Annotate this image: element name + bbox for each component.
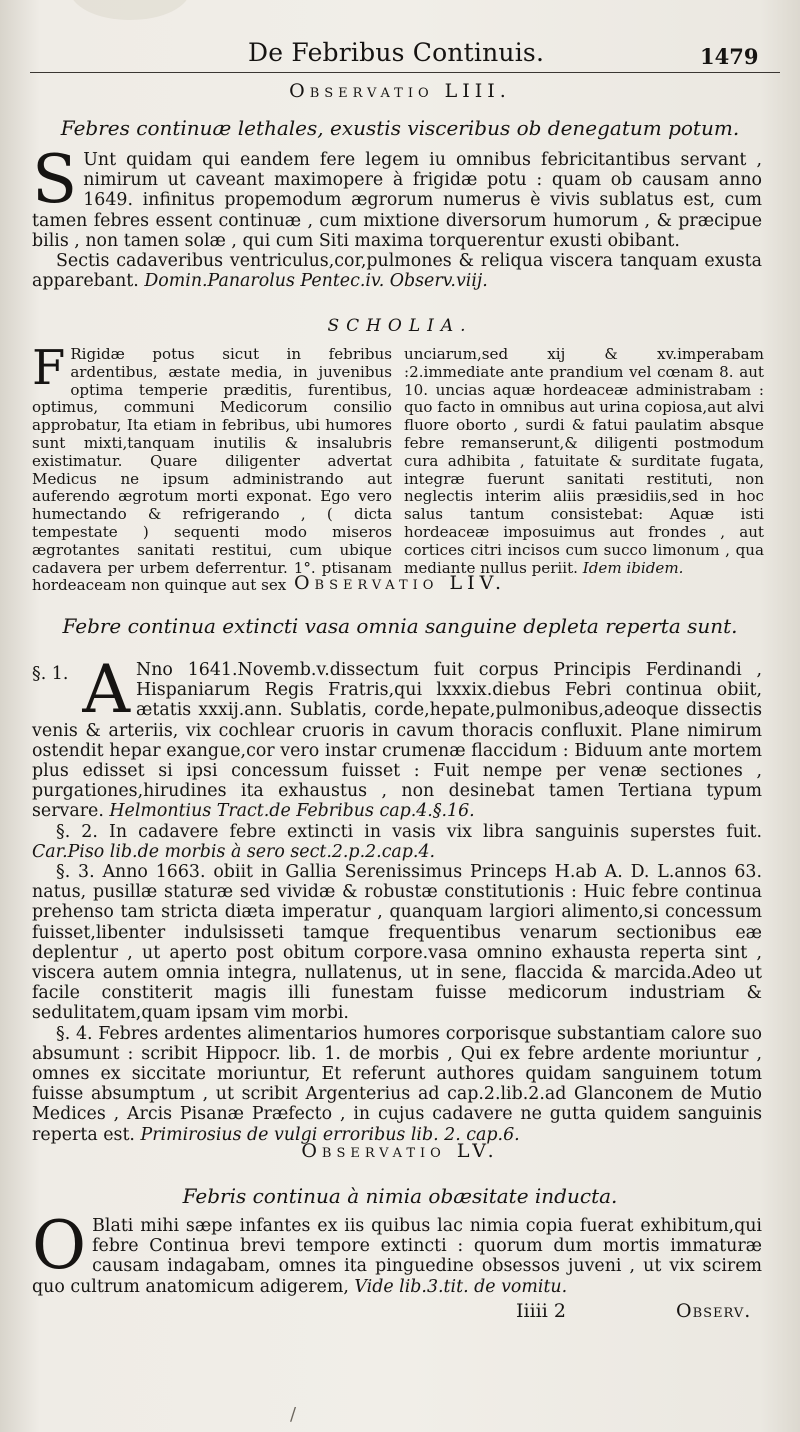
section-1-source: Helmontius Tract.de Febribus cap.4.§.16. [109,801,475,822]
observation-53-text-2: Sectis cadaveribus ventriculus,cor,pulmones & reliqua viscera tanquam exusta apparebant. [32,251,762,292]
observation-55-subtitle: Febris continua à nimia obæsitate inducta. [182,1184,618,1208]
observation-55-source: Vide lib.3.tit. de vomitu. [354,1276,568,1297]
observation-53-text: Unt quidam qui eandem fere legem iu omnibus febricitantibus servant , nimirum ut caveant maximopere à frigidæ potu : quam ob causam anno 1649. infinitus propemodum ægrorum numerus è vivis sublatus est, cum tamen febres essent continuæ , cum mixtione diversorum humorum , & præcipue bilis , non tamen solæ , qui cum Siti maxima torquerentur exusti obibant. [32,150,762,251]
scholia-text-right: unciarum,sed xij & xv.imperabam :2.immediate ante prandium vel cœnam 8. aut 10. uncias aquæ hordeaceæ administrabam : quo facto in omnibus aut urina copiosa,aut alvi fluore oborto , surdi & fatui paulatim absque febre remanserunt,& diligenti postmodum cura adhibita , fatuitate & surditate fugata, integræ fuerunt sanitati restituti, non neglectis interim aliis præsidiis,sed in hoc salus tantum consistebat: Aquæ isti hordeaceæ imposuimus aut frondes , aut cortices citri incisos cum succo limonum , qua mediante nullus periit. [404,345,764,577]
section-4-text: §. 4. Febres ardentes alimentarios humores corporisque substantiam calore suo absumunt : scribit Hippocr. lib. 1. de morbis , Qui ex febre ardente moriuntur , omnes ex siccitate moriuntur, Et referunt authores quidam sanguinem totum fuisse absumptum , ut scribit Argenterius ad cap.2.lib.2.ad Glanconem de Mutio Medices , Arcis Pisanæ Præfecto , in cujus cadavere ne gutta quidem sanguinis reperta est. [32,1023,762,1145]
section-2-text: §. 2. In cadavere febre extincti in vasis vix libra sanguinis superstes fuit. [56,821,762,842]
section-number: §. 1. [32,664,69,684]
observation-54-title: Observatio LIV. [293,572,507,594]
header-rule [30,72,780,73]
ink-mark: / [290,1404,297,1425]
drop-cap: F [32,340,66,396]
page-number: 1479 [700,44,759,69]
section-3-text: §. 3. Anno 1663. obiit in Gallia Serenissimus Princeps H.ab A. D. L.annos 63. natus, pusillæ staturæ sed vividæ & robustæ constitutionis : Huic febre continua prehenso tam stricta diæta imperatur , quanquam largiori alimento,si concessum fuisset,libenter indulsisseti tamque frequentibus venarum sectionibus eæ deplentur , ut aperto post obitum corpore.vasa omnino exhausta reperta sint , viscera autem omnia integra, nullatenus, ut in sene, flaccida & marcida.Adeo ut facile constiterit magis illi funestam fuisse medicorum industriam & sedulitatem,quam ipsam vim morbi. [32,862,762,1024]
section-4-source: Primirosius de vulgi erroribus lib. 2. cap.6. [140,1124,520,1145]
observation-55-text: Blati mihi sæpe infantes ex iis quibus lac nimia copia fuerat exhibitum,qui febre Continua brevi tempore extincti : quorum dum mortis immaturæ causam indagabam, omnes ita pinguedine obsessos juveni , ut vix scirem quo cultrum anatomicum adigerem, [32,1216,762,1297]
observation-55-title: Observatio LV. [301,1140,499,1162]
scholia-column-right [404,346,764,577]
observation-54-subtitle: Febre continua extincti vasa omnia sanguine depleta reperta sunt. [62,614,738,638]
observation-53-title: Observatio LIII. [289,80,511,102]
observation-53-body [32,141,762,292]
scholia-column-left [32,340,392,595]
drop-cap: S [32,141,78,218]
catchword: Observ. [676,1300,752,1322]
scholia-source: Idem ibidem. [582,558,684,577]
running-title: De Febribus Continuis. [248,38,545,67]
section-2-source: Car.Piso lib.de morbis à sero sect.2.p.2.cap.4. [32,841,436,862]
observation-53-subtitle: Febres continuæ lethales, exustis visceribus ob denegatum potum. [60,116,740,140]
scholia-title: SCHOLIA. [327,316,473,336]
section-1-text: Nno 1641.Novemb.v.dissectum fuit corpus Principis Ferdinandi , Hispaniarum Regis Fratris,qui lxxxix.diebus Febri continua obiit, ætatis xxxij.ann. Sublatis, corde,hepate,pulmonibus,adeoque dissectis venis & arteriis, vix cochlear cruoris in cavum thoracis confluxit. Plane nimirum ostendit hepar exangue,cor vero instar crumenæ flaccidum : Biduum ante mortem plus edisset si ipsi concessum fuisset : Fuit nempe per venæ sectiones , purgationes,hirudines ita exhaustus , non desinebat tamen Tertiana typum servare. [32,660,762,822]
scholia-text-left: Rigidæ potus sicut in febribus ardentibus, æstate media, in juvenibus optima temperie præditis, furentibus, optimus, communi Medicorum consilio approbatur, Ita etiam in febribus, ubi humores sunt mixti,tanquam inutilis & insalubris existimatur. Quare diligenter advertat Medicus ne ipsum administrando aut auferendo ægrotum morti exponat. Ego vero humectando & refrigerando , ( dicta tempestate ) sequenti modo miseros ægrotantes sanitati restitui, cum ubique cadavera per urbem deferrentur. 1°. ptisanam hordeaceam non quinque aut sex [32,345,392,595]
drop-cap: A [82,651,131,728]
drop-cap: O [32,1207,87,1284]
observation-53-source: Domin.Panarolus Pentec.iv. Observ.viij. [144,271,488,292]
observation-54-body [32,651,762,1145]
signature-mark: Iiiii 2 [516,1300,566,1322]
paper-stain [70,0,190,20]
observation-55-body [32,1207,762,1297]
